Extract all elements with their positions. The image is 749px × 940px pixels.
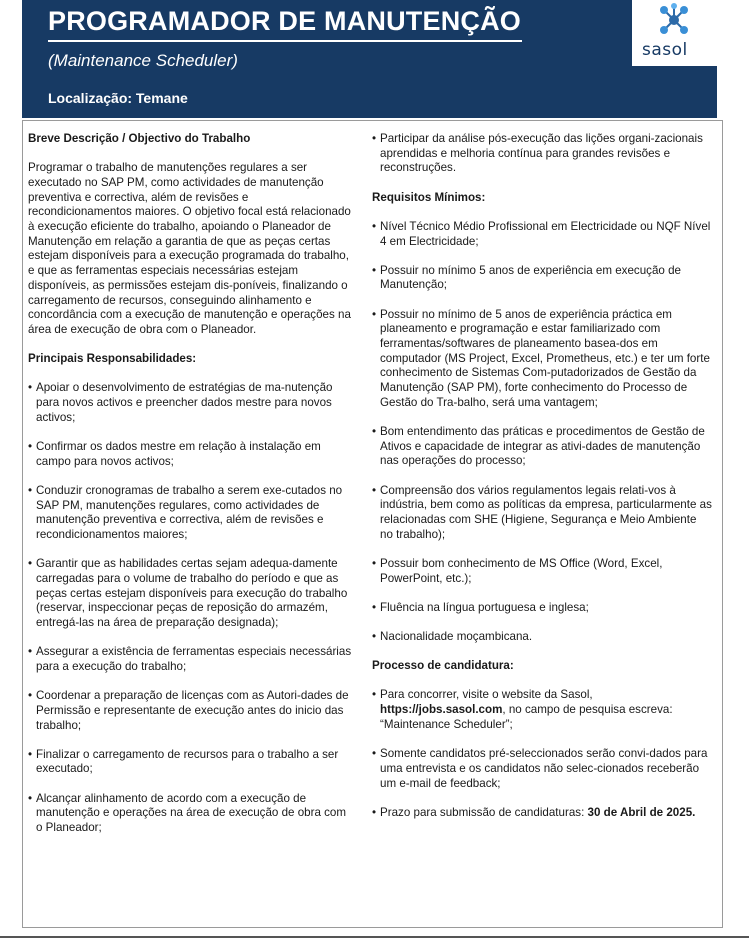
- bullet-icon: •: [372, 425, 377, 439]
- bullet-icon: •: [372, 483, 377, 497]
- description-heading: Breve Descrição / Objectivo do Trabalho: [28, 132, 251, 145]
- title-underline: [48, 40, 522, 42]
- responsibilities-heading: Principais Responsabilidades:: [28, 352, 197, 366]
- left-column: [28, 132, 354, 850]
- bullet-icon: •: [28, 439, 33, 453]
- list-item-text: Bom entendimento das práticas e procedimentos de Gestão de Ativos e capacidade de integrar as ativi-dades de manutenção nas operações do processo;: [380, 425, 705, 468]
- list-item: [372, 688, 712, 732]
- bullet-icon: •: [372, 132, 377, 145]
- bullet-icon: •: [372, 688, 377, 702]
- list-item: [372, 132, 712, 176]
- description-text: Programar o trabalho de manutenções regulares a ser executado no SAP PM, como actividades de manutenção preventiva e correctiva, além de revisões e recondicionamentos maiores. O objetivo focal está relacionado à execução eficiente do trabalho, apoiando o Planeador de Manutenção em relação a garantia de que as peças certas estejam disponíveis para a execução programada do trabalho, e que as ferramentas especiais necessárias estejam disponíveis, as permissões estejam dis-poníveis, finalizando o carregamento de recursos, conseguindo alinhamento e concordância com a execução de manutenção e operações na área de execução de obra com o Planeador.: [28, 161, 351, 336]
- list-item-text: Assegurar a existência de ferramentas especiais necessárias para a execução do trabalho;: [36, 645, 352, 673]
- list-item: [28, 440, 354, 469]
- page-title: PROGRAMADOR DE MANUTENÇÃO: [48, 6, 521, 36]
- list-item: [28, 557, 354, 631]
- list-item-text: Coordenar a preparação de licenças com as Autori-dades de Permissão e representante de execução antes do inicio das trabalho;: [36, 689, 349, 732]
- requirements-heading: Requisitos Mínimos:: [372, 190, 486, 204]
- list-item-text: Alcançar alinhamento de acordo com a execução de manutenção e operações na área de execução de obra com o Planeador;: [36, 791, 347, 835]
- list-item: [28, 748, 354, 777]
- header-banner: [22, 0, 717, 118]
- list-item-text: Nível Técnico Médio Profissional em Electricidade ou NQF Nível 4 em Electricidade;: [380, 219, 711, 248]
- list-item: [372, 308, 712, 411]
- bottom-divider: [0, 936, 749, 938]
- list-item: [372, 425, 712, 469]
- list-item: [372, 557, 712, 586]
- list-item-text: Participar da análise pós-execução das lições organi-zacionais aprendidas e melhoria contínua para grandes revisões e reconstruções.: [380, 132, 703, 175]
- application-heading: Processo de candidatura:: [372, 659, 514, 673]
- right-column: [372, 132, 712, 835]
- list-item-text: Somente candidatos pré-seleccionados serão convi-dados para uma entrevista e os candidatos não selec-cionados receberão um e-mail de feedback;: [380, 747, 708, 790]
- bullet-icon: •: [372, 307, 377, 321]
- list-item: [372, 484, 712, 543]
- bullet-icon: •: [28, 791, 33, 805]
- bullet-icon: •: [372, 600, 377, 614]
- list-item-text: Possuir bom conhecimento de MS Office (Word, Excel, PowerPoint, etc.);: [380, 556, 663, 585]
- list-item: [372, 601, 712, 616]
- bullet-icon: •: [28, 381, 33, 395]
- bullet-icon: •: [372, 556, 377, 570]
- list-item-text: Possuir no mínimo de 5 anos de experiência práctica em planeamento e programação e estar familiarizado com ferramentas/softwares de planeamento basea-dos em computador (MS Project, Excel, Prometheus, etc.) e ter um forte conhecimento de Sistemas Com-putadorizados de Gestão da Manutenção (SAP PM), forte conhecimento do Processo de Gestão do Tra-balho, será uma vantagem;: [380, 307, 710, 409]
- list-item-text: Fluência na língua portuguesa e inglesa;: [380, 600, 589, 614]
- location-value: Temane: [135, 90, 188, 106]
- sasol-logo: [632, 0, 717, 66]
- list-item-text: Compreensão dos vários regulamentos legais relati-vos à indústria, bem como as políticas da empresa, particularmente as relacionadas com SHE (Higiene, Segurança e Meio Ambiente no trabalho);: [380, 483, 712, 541]
- bullet-icon: •: [372, 747, 377, 761]
- list-item-text: , no campo de pesquisa escreva: “Maintenance Scheduler”;: [380, 703, 673, 731]
- list-item-text: Possuir no mínimo 5 anos de experiência em execução de Manutenção;: [380, 263, 681, 292]
- bullet-icon: •: [28, 747, 33, 761]
- bullet-icon: •: [372, 805, 377, 819]
- list-item-text: Finalizar o carregamento de recursos para o trabalho a ser executado;: [36, 747, 339, 776]
- list-item-text: Conduzir cronogramas de trabalho a serem exe-cutados no SAP PM, manutenções regulares, como actividades de manutenção preventiva e correctiva, além de revisões e recondicionamentos maiores;: [36, 483, 343, 541]
- list-item: [28, 792, 354, 836]
- list-item-text: Garantir que as habilidades certas sejam adequa-damente carregadas para o volume de trabalho do período e que as peças certas estejam disponíveis para execução do trabalho (reservar, inspeccionar peças de reposição do armazém, entregá-las na área de preparação designada);: [36, 557, 348, 629]
- list-item: [372, 220, 712, 249]
- bullet-icon: •: [372, 263, 377, 277]
- list-item-text: Prazo para submissão de candidaturas:: [380, 805, 585, 819]
- list-item: [372, 806, 712, 821]
- list-item: [28, 381, 354, 425]
- list-item-text: Nacionalidade moçambicana.: [380, 630, 533, 644]
- location-label: Localização:: [48, 90, 133, 106]
- bullet-icon: •: [372, 630, 377, 644]
- bullet-icon: •: [28, 557, 33, 571]
- list-item: [28, 689, 354, 733]
- list-item-text: Para concorrer, visite o website da Sasol,: [380, 688, 593, 702]
- logo-text: sasol: [642, 40, 688, 60]
- bullet-icon: •: [28, 483, 33, 497]
- list-item-text: Confirmar os dados mestre em relação à instalação em campo para novos activos;: [36, 439, 321, 468]
- list-item: [28, 484, 354, 543]
- list-item: [372, 630, 712, 645]
- location: [48, 90, 188, 106]
- list-item: [372, 747, 712, 791]
- list-item: [372, 264, 712, 293]
- bullet-icon: •: [372, 219, 377, 233]
- sasol-molecule-icon: [654, 2, 694, 38]
- list-item-text: Apoiar o desenvolvimento de estratégias de ma-nutenção para novos activos e preencher dados mestre para novos activos;: [36, 381, 333, 424]
- list-item: [28, 645, 354, 674]
- jobs-url[interactable]: https://jobs.sasol.com: [380, 703, 503, 717]
- bullet-icon: •: [28, 645, 33, 659]
- deadline-date: 30 de Abril de 2025.: [587, 805, 696, 819]
- page-subtitle: (Maintenance Scheduler): [48, 51, 238, 70]
- bullet-icon: •: [28, 689, 33, 703]
